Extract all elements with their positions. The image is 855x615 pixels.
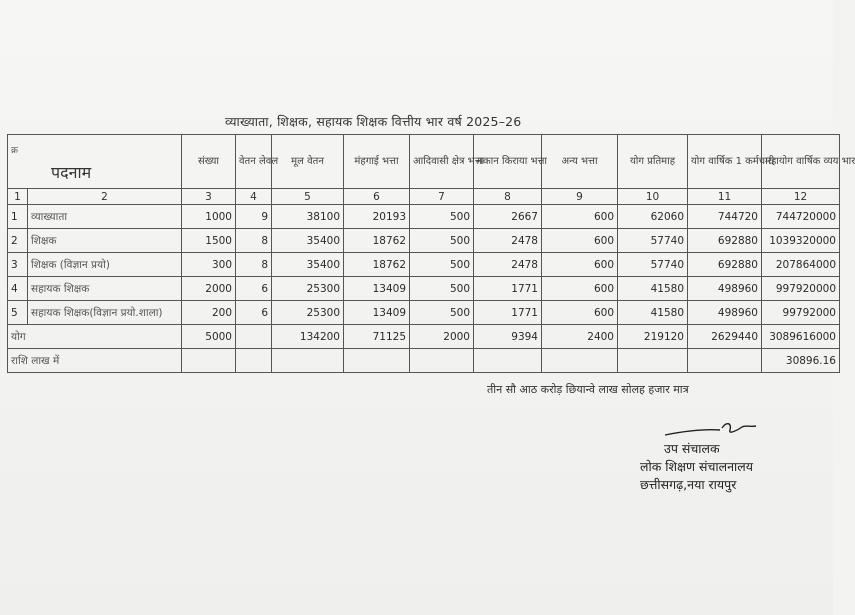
column-index: 6 (344, 189, 410, 205)
table-row (8, 205, 840, 229)
row-name: शिक्षक (28, 229, 182, 253)
header-padnaam-cell (8, 135, 182, 189)
header-vetan-level: वेतन लेवल (236, 135, 272, 189)
row-basic: 25300 (272, 301, 344, 325)
row-basic: 35400 (272, 229, 344, 253)
header-anya: अन्य भत्ता (542, 135, 618, 189)
header-mehangai: मंहगाई भत्ता (344, 135, 410, 189)
lakh-empty-cell (688, 349, 762, 373)
table-row (8, 301, 840, 325)
table-header-row (8, 135, 840, 189)
total-annual-one: 2629440 (688, 325, 762, 349)
lakh-empty-cell (618, 349, 688, 373)
row-hra: 2667 (474, 205, 542, 229)
column-index: 7 (410, 189, 474, 205)
row-level: 8 (236, 253, 272, 277)
lakh-empty-cell (542, 349, 618, 373)
row-count: 300 (182, 253, 236, 277)
total-label: योग (8, 325, 182, 349)
column-index: 4 (236, 189, 272, 205)
lakh-empty-cell (236, 349, 272, 373)
table-row (8, 229, 840, 253)
document-title: व्याख्याता, शिक्षक, सहायक शिक्षक वित्तीय भार वर्ष 2025–26 (225, 114, 522, 129)
row-name: सहायक शिक्षक(विज्ञान प्रयो.शाला) (28, 301, 182, 325)
row-other: 600 (542, 205, 618, 229)
row-da: 18762 (344, 253, 410, 277)
row-count: 2000 (182, 277, 236, 301)
row-monthly: 62060 (618, 205, 688, 229)
amount-in-words: तीन सौ आठ करोड़ छियान्वे लाख सोलह हजार मात्र (487, 383, 689, 396)
header-mool-vetan: मूल वेतन (272, 135, 344, 189)
row-da: 18762 (344, 229, 410, 253)
header-yog: योग प्रतिमाह (618, 135, 688, 189)
row-sn: 1 (8, 205, 28, 229)
total-tribal: 2000 (410, 325, 474, 349)
signature-block (640, 440, 753, 494)
signature-mark (660, 419, 770, 441)
row-name: सहायक शिक्षक (28, 277, 182, 301)
row-tribal: 500 (410, 301, 474, 325)
header-mahayog: महायोग वार्षिक व्यय भार (762, 135, 840, 189)
row-basic: 35400 (272, 253, 344, 277)
lakh-empty-cell (182, 349, 236, 373)
lakh-empty-cell (474, 349, 542, 373)
row-grand: 99792000 (762, 301, 840, 325)
row-sn: 2 (8, 229, 28, 253)
financial-burden-table (7, 134, 855, 373)
lakh-label: राशि लाख में (8, 349, 182, 373)
column-index: 2 (28, 189, 182, 205)
total-monthly: 219120 (618, 325, 688, 349)
row-tribal: 500 (410, 229, 474, 253)
row-monthly: 57740 (618, 229, 688, 253)
header-yog-varshik: योग वार्षिक 1 कर्मचारी (688, 135, 762, 189)
column-index: 11 (688, 189, 762, 205)
row-level: 9 (236, 205, 272, 229)
column-index: 5 (272, 189, 344, 205)
column-index: 10 (618, 189, 688, 205)
row-monthly: 41580 (618, 277, 688, 301)
signature-designation: उप संचालक (664, 441, 720, 456)
row-annual-one: 692880 (688, 229, 762, 253)
row-hra: 1771 (474, 301, 542, 325)
row-da: 13409 (344, 301, 410, 325)
header-padnaam: पदनाम (51, 163, 92, 182)
row-other: 600 (542, 301, 618, 325)
row-tribal: 500 (410, 205, 474, 229)
row-level: 6 (236, 301, 272, 325)
row-basic: 25300 (272, 277, 344, 301)
row-annual-one: 498960 (688, 277, 762, 301)
header-makan: मकान किराया भत्ता (474, 135, 542, 189)
row-count: 200 (182, 301, 236, 325)
row-other: 600 (542, 277, 618, 301)
row-da: 13409 (344, 277, 410, 301)
total-hra: 9394 (474, 325, 542, 349)
row-annual-one: 692880 (688, 253, 762, 277)
row-tribal: 500 (410, 277, 474, 301)
total-da: 71125 (344, 325, 410, 349)
row-hra: 2478 (474, 229, 542, 253)
row-grand: 744720000 (762, 205, 840, 229)
total-row (8, 325, 840, 349)
header-sankhya: संख्या (182, 135, 236, 189)
total-other: 2400 (542, 325, 618, 349)
total-count: 5000 (182, 325, 236, 349)
row-grand: 1039320000 (762, 229, 840, 253)
total-empty-cell (236, 325, 272, 349)
signature-place: छत्तीसगढ़,नया रायपुर (640, 477, 737, 492)
row-da: 20193 (344, 205, 410, 229)
row-monthly: 41580 (618, 301, 688, 325)
column-index: 12 (762, 189, 840, 205)
total-grand: 3089616000 (762, 325, 840, 349)
row-level: 6 (236, 277, 272, 301)
lakh-empty-cell (410, 349, 474, 373)
column-index: 9 (542, 189, 618, 205)
row-monthly: 57740 (618, 253, 688, 277)
row-grand: 997920000 (762, 277, 840, 301)
signature-office: लोक शिक्षण संचालनालय (640, 459, 753, 474)
lakh-value: 30896.16 (762, 349, 840, 373)
total-basic: 134200 (272, 325, 344, 349)
row-hra: 1771 (474, 277, 542, 301)
row-annual-one: 498960 (688, 301, 762, 325)
row-other: 600 (542, 253, 618, 277)
row-hra: 2478 (474, 253, 542, 277)
row-sn: 3 (8, 253, 28, 277)
row-tribal: 500 (410, 253, 474, 277)
lakh-row (8, 349, 840, 373)
column-index: 8 (474, 189, 542, 205)
table-row (8, 253, 840, 277)
row-level: 8 (236, 229, 272, 253)
header-kr: क्र (11, 146, 18, 156)
row-grand: 207864000 (762, 253, 840, 277)
lakh-empty-cell (272, 349, 344, 373)
row-name: शिक्षक (विज्ञान प्रयो) (28, 253, 182, 277)
row-other: 600 (542, 229, 618, 253)
lakh-empty-cell (344, 349, 410, 373)
row-count: 1500 (182, 229, 236, 253)
row-name: व्याख्याता (28, 205, 182, 229)
header-adivasi: आदिवासी क्षेत्र भत्ता (410, 135, 474, 189)
column-index: 3 (182, 189, 236, 205)
column-index-row (8, 189, 840, 205)
row-basic: 38100 (272, 205, 344, 229)
row-sn: 4 (8, 277, 28, 301)
row-sn: 5 (8, 301, 28, 325)
row-annual-one: 744720 (688, 205, 762, 229)
row-count: 1000 (182, 205, 236, 229)
column-index: 1 (8, 189, 28, 205)
table-row (8, 277, 840, 301)
